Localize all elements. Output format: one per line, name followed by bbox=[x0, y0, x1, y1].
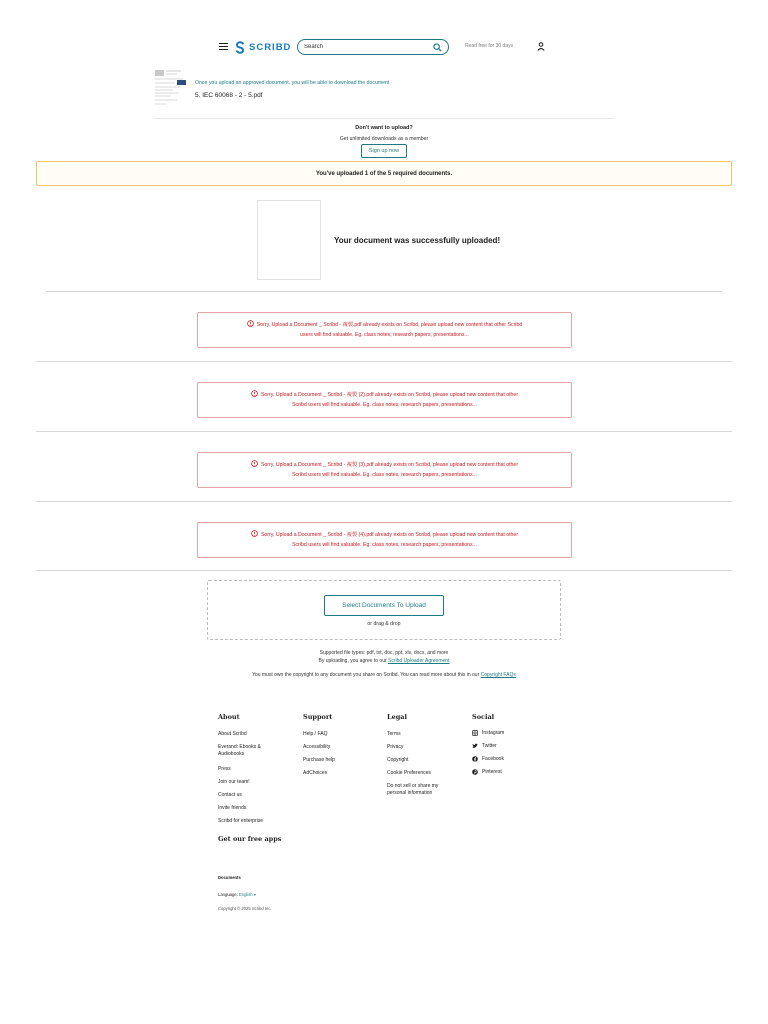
divider bbox=[36, 501, 732, 502]
dont-want-upload-subtitle: Get unlimited downloads as a member bbox=[339, 136, 429, 142]
footer-link[interactable]: Terms bbox=[387, 731, 401, 737]
search-bar[interactable] bbox=[297, 39, 449, 55]
supported-file-types: Supported file types: pdf, txt, doc, ppt, xls, docx, and more bbox=[319, 650, 449, 656]
uploader-agreement-text bbox=[0, 658, 768, 664]
error-icon bbox=[247, 320, 254, 327]
footer-support-title: Support bbox=[303, 713, 333, 721]
error-icon bbox=[251, 530, 258, 537]
sign-up-button[interactable]: Sign up now bbox=[361, 144, 407, 158]
error-text-line2: Scribd users will find valuable. Eg. class notes, research papers, presentations... bbox=[292, 472, 477, 478]
scribd-logo-icon bbox=[235, 41, 245, 54]
agreement-prefix: By uploading, you agree to our bbox=[318, 658, 389, 664]
select-documents-button[interactable]: Select Documents To Upload bbox=[324, 595, 444, 616]
upload-error-message bbox=[197, 382, 572, 418]
upload-error-message bbox=[197, 312, 572, 348]
divider bbox=[36, 570, 732, 571]
upload-success-message: Your document was successfully uploaded! bbox=[334, 236, 501, 245]
footer-link-text: Everand: Ebooks & Audiobooks bbox=[218, 744, 261, 757]
search-input[interactable] bbox=[304, 44, 433, 50]
twitter-label: Twitter bbox=[482, 743, 497, 749]
divider bbox=[36, 361, 732, 362]
pinterest-label: Pinterest bbox=[482, 769, 502, 775]
footer-link[interactable]: Press bbox=[218, 766, 231, 772]
footer-link[interactable]: Scribd for enterprise bbox=[218, 818, 264, 824]
instagram-link[interactable] bbox=[472, 730, 504, 737]
footer-link[interactable] bbox=[218, 744, 288, 757]
footer-copyright: Copyright © 2025 Scribd Inc. bbox=[218, 906, 272, 911]
footer-link[interactable]: Contact us bbox=[218, 792, 242, 798]
language-label: Language: bbox=[218, 892, 238, 897]
upload-progress-banner: You've uploaded 1 of the 5 required documents. bbox=[36, 161, 732, 186]
instagram-icon bbox=[472, 730, 478, 736]
footer-about-title: About bbox=[218, 713, 240, 721]
dont-want-upload-title: Don't want to upload? bbox=[355, 125, 413, 131]
error-text-line1: Sorry, Upload a Document _ Scribd - 複製 (2).pdf already exists on Scribd, please upload new content that other bbox=[260, 392, 519, 398]
footer-link[interactable]: About Scribd bbox=[218, 731, 247, 737]
divider bbox=[153, 118, 615, 119]
copyright-prefix: You must own the copyright to any document you share on Scribd. You can read more about this in our bbox=[252, 672, 481, 678]
facebook-label: Facebook bbox=[482, 756, 504, 762]
footer-link[interactable]: Privacy bbox=[387, 744, 404, 750]
logo-text: SCRIBD bbox=[249, 41, 292, 53]
language-value: English bbox=[238, 892, 253, 897]
drag-drop-hint: or drag & drop bbox=[367, 621, 401, 627]
scribd-logo[interactable] bbox=[235, 40, 291, 54]
upload-error-message bbox=[197, 522, 572, 558]
footer-link[interactable]: Cookie Preferences bbox=[387, 770, 431, 776]
search-icon[interactable] bbox=[433, 43, 442, 52]
upload-note: Once you upload an approved document, you will be able to download the document bbox=[195, 80, 390, 86]
pinterest-link[interactable] bbox=[472, 769, 502, 776]
facebook-link[interactable] bbox=[472, 756, 504, 763]
footer-link[interactable]: Help / FAQ bbox=[303, 731, 328, 737]
copyright-notice bbox=[0, 672, 768, 678]
footer-legal-title: Legal bbox=[387, 713, 407, 721]
read-free-link[interactable]: Read free for 30 days bbox=[465, 43, 514, 49]
documents-label: Documents bbox=[218, 875, 241, 880]
file-name: 5. IEC 60068 - 2 - 5.pdf bbox=[195, 92, 263, 99]
footer-link[interactable]: AdChoices bbox=[303, 770, 328, 776]
chevron-down-icon: ▾ bbox=[253, 892, 256, 897]
document-preview bbox=[257, 200, 321, 280]
pinterest-icon bbox=[472, 769, 478, 775]
footer-link-text: Do not sell or share my personal information bbox=[387, 783, 439, 796]
footer-link[interactable]: Copyright bbox=[387, 757, 409, 763]
error-text-line1: Sorry, Upload a Document _ Scribd - 複製 (4).pdf already exists on Scribd, please upload new content that other bbox=[260, 532, 519, 538]
copyright-faq-link[interactable]: Copyright FAQs bbox=[480, 672, 516, 678]
language-selector[interactable] bbox=[218, 892, 256, 897]
menu-icon[interactable] bbox=[219, 43, 228, 50]
footer-link[interactable]: Join our team! bbox=[218, 779, 250, 785]
error-text-line1: Sorry, Upload a Document _ Scribd - 複製.pdf already exists on Scribd, please upload new content that other Scribd bbox=[256, 322, 523, 328]
divider bbox=[36, 431, 732, 432]
error-icon bbox=[251, 390, 258, 397]
upload-error-message bbox=[197, 452, 572, 488]
footer-link[interactable] bbox=[387, 783, 455, 796]
divider bbox=[46, 291, 722, 292]
footer-social-title: Social bbox=[472, 713, 495, 721]
error-text-line2: Scribd users will find valuable. Eg. class notes, research papers, presentations... bbox=[292, 542, 477, 548]
footer-link[interactable]: Invite friends bbox=[218, 805, 247, 811]
instagram-label: Instagram bbox=[482, 730, 505, 736]
error-text-line2: Scribd users will find valuable. Eg. class notes, research papers, presentations... bbox=[292, 402, 477, 408]
twitter-icon bbox=[472, 743, 478, 749]
file-thumbnail bbox=[153, 67, 187, 109]
error-text-line1: Sorry, Upload a Document _ Scribd - 複製 (3).pdf already exists on Scribd, please upload new content that other bbox=[260, 462, 519, 468]
error-icon bbox=[251, 460, 258, 467]
footer-link[interactable]: Accessibility bbox=[303, 744, 331, 750]
error-text-line2: users will find valuable. Eg. class notes, research papers, presentations... bbox=[300, 332, 469, 338]
uploader-agreement-link[interactable]: Scribd Uploader Agreement bbox=[388, 658, 450, 664]
twitter-link[interactable] bbox=[472, 743, 497, 750]
facebook-icon bbox=[472, 756, 478, 762]
user-account-icon[interactable] bbox=[537, 42, 545, 51]
footer-apps-title: Get our free apps bbox=[218, 835, 282, 843]
footer-link[interactable]: Purchase help bbox=[303, 757, 335, 763]
